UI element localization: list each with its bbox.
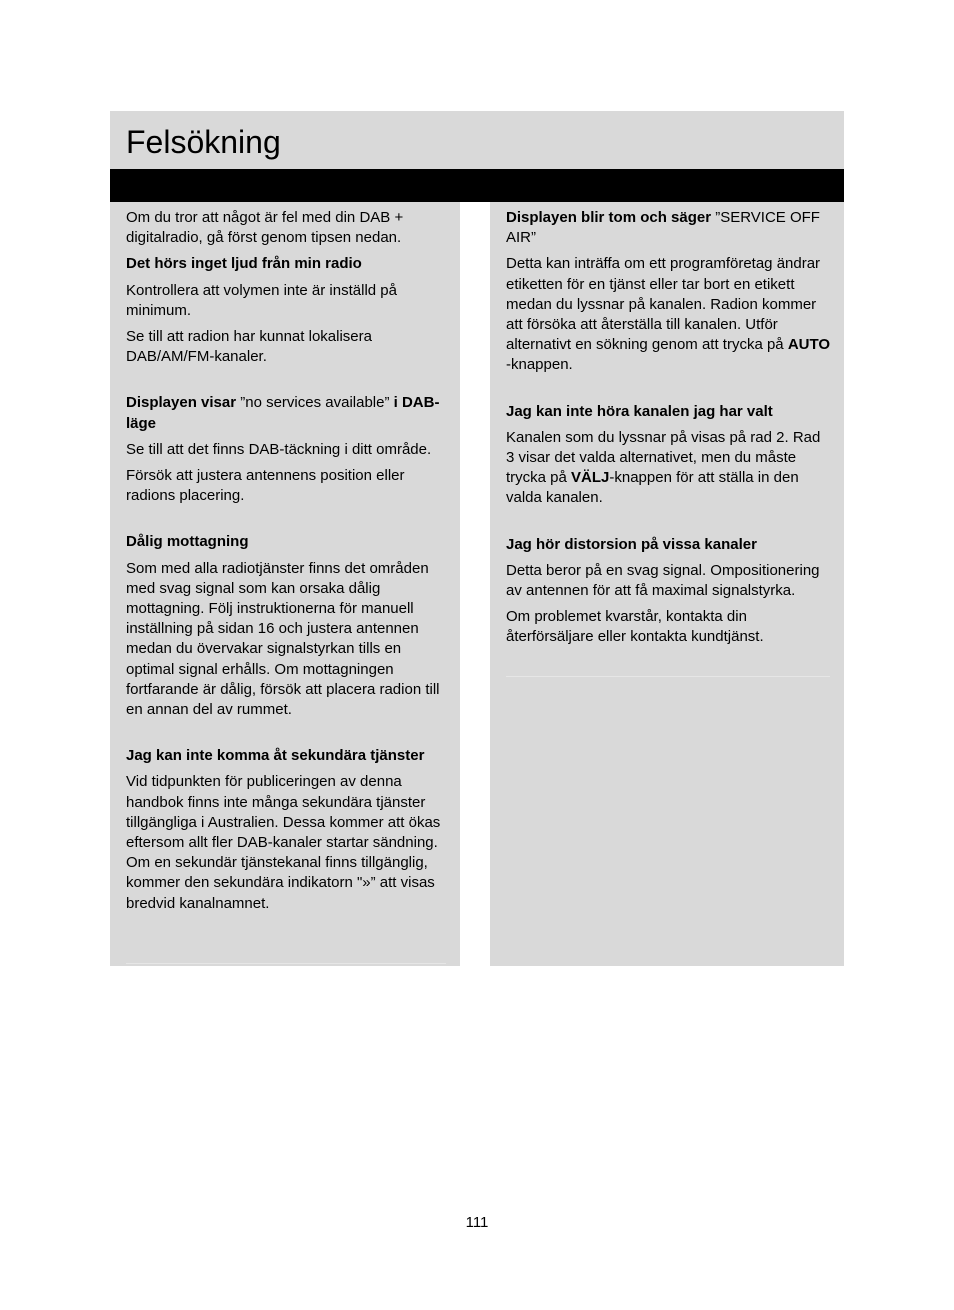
page-title: Felsökning: [126, 124, 281, 160]
service-off-air-heading-bold: Displayen blir tom och säger: [506, 209, 712, 226]
distortion-text-2: Om problemet kvarstår, kontakta din återförsäljare eller kontakta kundtjänst.: [506, 608, 764, 646]
distortion-heading: Jag hör distorsion på vissa kanaler: [506, 535, 757, 553]
header-band: [110, 111, 844, 169]
valj-button-label: VÄLJ: [571, 469, 610, 487]
service-off-air-text: [506, 254, 832, 375]
intro-text: Om du tror att något är fel med din DAB + digitalradio, gå först genom tipsen nedan.: [126, 209, 404, 247]
service-off-air-text-end: -knappen.: [506, 356, 573, 374]
no-services-heading: [126, 393, 452, 433]
left-column-text: [126, 208, 452, 914]
bad-reception-text: Som med alla radiotjänster finns det områden med svag signal som kan orsaka dålig mottagning. Följ instruktionerna för manuell inställning på sidan 16 och justera antennen medan du övervakar signalstyrkan tills en optimal signal erhålls. Om mottagningen fortfarande är dålig, försök att placera radion till en annan del av rummet.: [126, 559, 440, 719]
right-column: [490, 202, 844, 966]
left-column: [110, 202, 460, 966]
distortion-text-1: Detta beror på en svag signal. Ompositionering av antennen för att få maximal signalstyrka.: [506, 561, 820, 600]
cannot-hear-heading: Jag kan inte höra kanalen jag har valt: [506, 402, 773, 420]
left-column-divider: [126, 963, 446, 964]
right-column-text: [506, 208, 832, 648]
right-column-divider: [506, 676, 830, 677]
secondary-services-text: Vid tidpunkten för publiceringen av denna handbok finns inte många sekundära tjänster tillgängliga i Australien. Dessa kommer att ökas eftersom allt fler DAB-kanaler startar sändning. Om en sekundär tjänstekanal finns tillgänglig, kommer den sekundära indikatorn "»” att visas bredvid kanalnamnet.: [126, 773, 441, 912]
service-off-air-heading: [506, 208, 832, 248]
auto-button-label: AUTO: [787, 336, 831, 354]
cannot-hear-text: [506, 428, 832, 509]
no-services-heading-part-a: Displayen visar: [126, 394, 237, 412]
no-services-text-1: Se till att det finns DAB-täckning i ditt område.: [126, 440, 432, 458]
page-number: 111: [465, 1214, 489, 1231]
header-divider-bar: [110, 169, 844, 202]
no-services-heading-part-b: ”no services available”: [236, 394, 394, 412]
no-sound-text-1: Kontrollera att volymen inte är inställd på minimum.: [126, 281, 397, 319]
no-sound-text-2: Se till att radion har kunnat lokalisera DAB/AM/FM-kanaler.: [126, 328, 372, 366]
no-sound-heading: Det hörs inget ljud från min radio: [126, 255, 362, 273]
service-off-air-heading-normal: ”SERVICE OFF AIR”: [506, 209, 820, 247]
bad-reception-heading: Dålig mottagning: [126, 533, 249, 551]
cannot-hear-text-start: Kanalen som du lyssnar på visas på rad 2. Rad 3 visar det valda alternativet, men du måste trycka på: [506, 428, 821, 487]
secondary-services-heading: Jag kan inte komma åt sekundära tjänster: [126, 747, 425, 765]
cannot-hear-text-end: -knappen för att ställa in den valda kanalen.: [506, 469, 799, 507]
service-off-air-text-start: Detta kan inträffa om ett programföretag ändrar etiketten för en tjänst eller tar bort en etikett medan du lyssnar på kanalen. Radion kommer att försöka att återställa till kanalen. Utför alternativt en sökning genom att trycka på: [506, 255, 821, 354]
no-services-text-2: Försök att justera antennens position eller radions placering.: [126, 467, 405, 505]
no-services-heading-part-c: i DAB-läge: [126, 394, 440, 432]
